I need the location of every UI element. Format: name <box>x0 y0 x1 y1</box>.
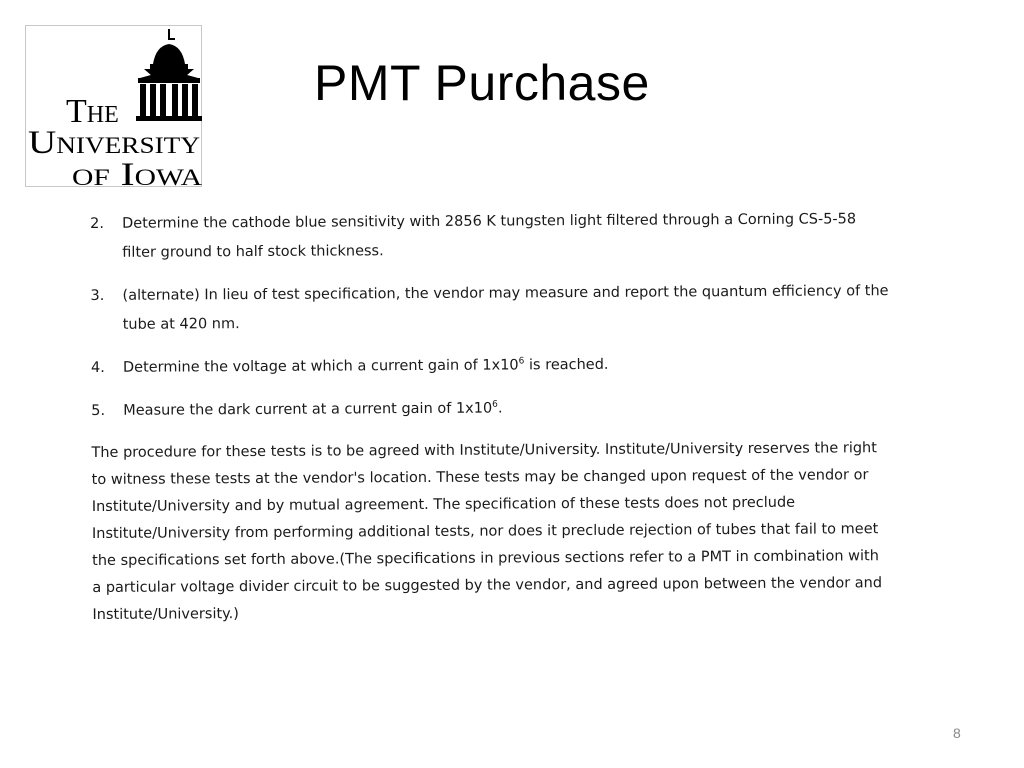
list-text-main: Measure the dark current at a current gain of 1x10 <box>123 400 493 419</box>
list-item <box>91 392 891 426</box>
exponent: 6 <box>492 399 498 410</box>
list-text: Determine the cathode blue sensitivity with 2856 K tungsten light filtered through a Corning CS-5-58 filter ground to half stock thickness. <box>122 211 857 261</box>
list-number: 4. <box>90 359 105 376</box>
list-number: 2. <box>90 215 104 232</box>
logo-line-3: of Iowa <box>72 157 203 188</box>
slide-title: PMT Purchase <box>314 55 650 111</box>
list-number: 3. <box>90 287 105 304</box>
list-item <box>90 205 890 268</box>
old-capitol-building-icon <box>26 26 203 188</box>
procedure-paragraph: The procedure for these tests is to be agreed with Institute/University. Institute/University reserves the right to witness these tests at the vendor's location. These tests may be changed upon request of the vendor or Institute/University and by mutual agreement. The specification of these tests does not preclude Institute/University from performing additional tests, nor does it preclude rejection of tubes that fail to meet the specifications set forth above.(The specifications in previous sections refer to a PMT in combination with a particular voltage divider circuit to be suggested by the vendor, and agreed upon between the vendor and Institute/University.) <box>91 440 883 623</box>
logo-line-2: University <box>28 125 201 161</box>
university-logo <box>25 25 202 187</box>
list-text-tail: . <box>497 400 503 417</box>
exponent: 6 <box>518 356 525 367</box>
list-text-main: Determine the voltage at which a current gain of 1x10 <box>122 357 519 376</box>
list-text: (alternate) In lieu of test specification, the vendor may measure and report the quantum efficiency of the tube at 420 nm. <box>122 283 889 333</box>
list-text <box>123 349 891 383</box>
logo-line-1: The <box>66 93 119 130</box>
page-number: 8 <box>953 725 961 741</box>
list-item <box>90 277 890 340</box>
slide-body <box>90 205 893 629</box>
list-item <box>91 349 891 383</box>
list-text-tail: is reached. <box>524 356 609 374</box>
list-number: 5. <box>91 402 106 419</box>
list-text <box>123 392 891 426</box>
